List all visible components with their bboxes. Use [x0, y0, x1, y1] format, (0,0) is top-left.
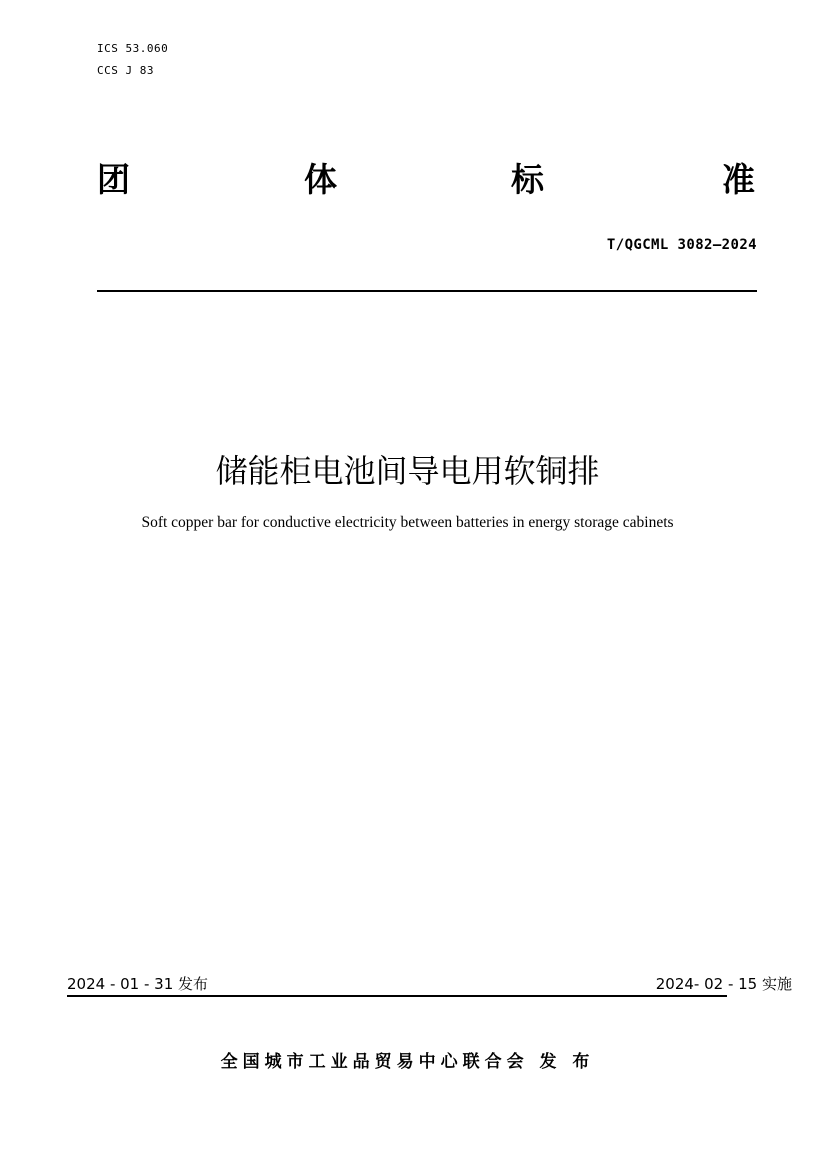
footer-divider	[67, 995, 727, 997]
doc-type-char-4: 准	[722, 160, 755, 199]
doc-type-char-2: 体	[304, 160, 337, 199]
standard-number: T/QGCML 3082—2024	[606, 237, 757, 253]
ics-code: ICS 53.060	[97, 42, 169, 55]
doc-type-char-1: 团	[97, 160, 130, 199]
header-divider	[97, 290, 757, 292]
title-english: Soft copper bar for conductive electricity between batteries in energy storage cabinets	[141, 514, 674, 531]
implementation-date: 2024- 02 - 15 实施	[655, 975, 792, 993]
title-chinese: 储能柜电池间导电用软铜排	[215, 452, 600, 490]
ccs-code: CCS J 83	[97, 64, 154, 77]
doc-type-char-3: 标	[511, 160, 544, 199]
issue-date: 2024 - 01 - 31 发布	[67, 975, 209, 993]
publisher: 全国城市工业品贸易中心联合会 发 布	[220, 1052, 595, 1072]
